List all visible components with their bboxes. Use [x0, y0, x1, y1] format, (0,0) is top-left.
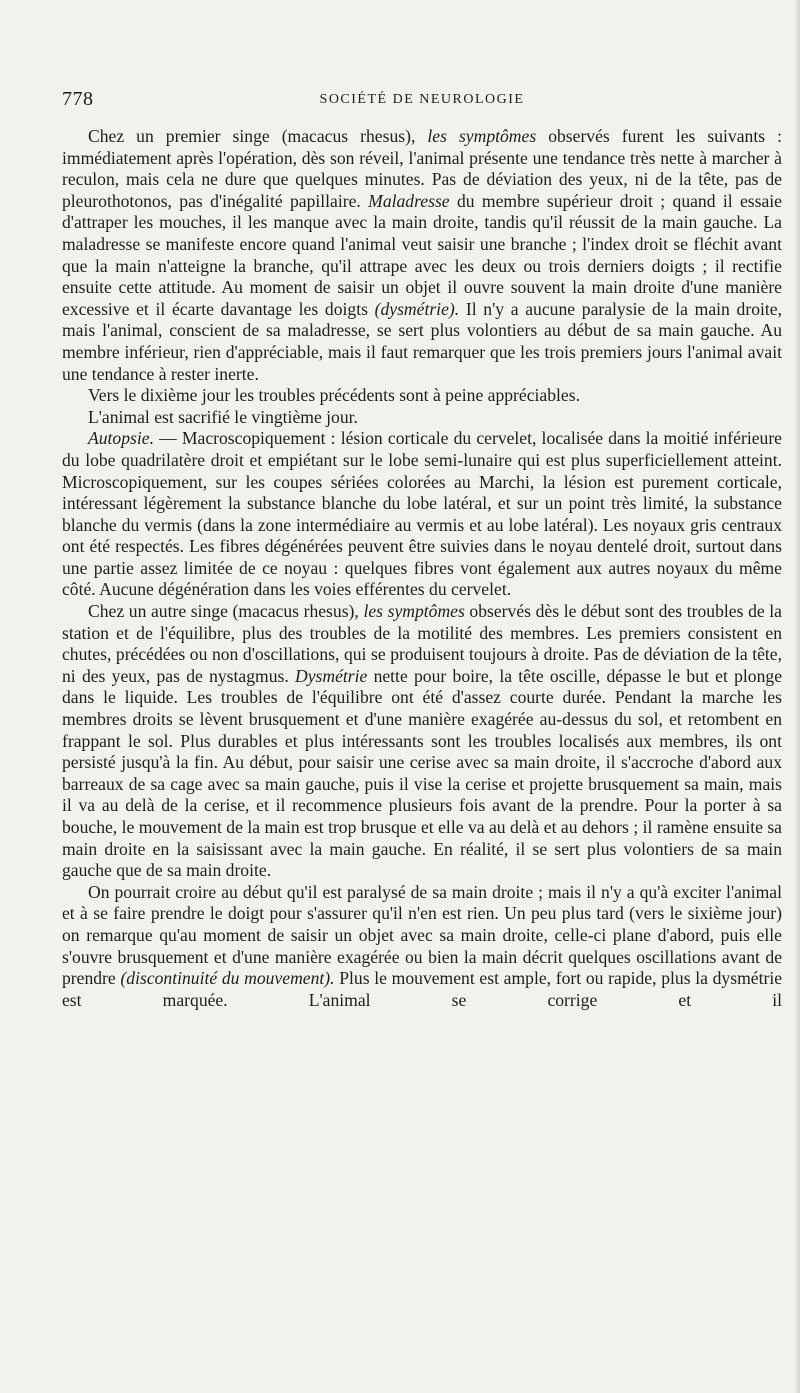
italic-term: (discontinuité du mouvement). — [120, 968, 335, 989]
paragraph-paralysis-question: On pourrait croire au début qu'il est paralysé de sa main droite ; mais il n'y a qu'à exciter l'animal et à se faire prendre le doigt pour s'assurer qu'il n'en est rien. Un peu plus tard (vers le sixième jour) on remarque qu'au moment de saisir un objet avec sa main droite, celle-ci plane d'abord, puis elle s'ouvre brusquement et d'une manière exagérée ou bien la main décrit quelques oscillations avant de prendre (discontinuité du mouvement). Plus le mouvement est ample, fort ou rapide, plus la dysmétrie est marquée. L'animal se corrige et il — [62, 881, 783, 1010]
journal-page — [62, 88, 782, 1011]
paragraph-second-monkey: Chez un autre singe (macacus rhesus), les symptômes observés dès le début sont des troubles de la station et de l'équilibre, plus des troubles de la motilité des membres. Les premiers consistent en chutes, précédées ou non d'oscillations, qui se produisent toujours à droite. Pas de déviation de la tête, ni des yeux, pas de nystagmus. Dysmétrie nette pour boire, la tête oscille, dépasse le but et plonge dans le liquide. Les troubles de l'équilibre ont été d'assez courte durée. Pendant la marche les membres droits se lèvent brusquement et d'une manière exagérée au-dessus du sol, et retombent en frappant le sol. Plus durables et plus intéressants sont les troubles localisés aux membres, ils ont persisté jusqu'à la fin. Au début, pour saisir une cerise avec sa main droite, il s'accroche d'abord aux barreaux de sa cage avec sa main gauche, puis il vise la cerise et projette brusquement sa main, mais il va au delà de la cerise, et il recommence plusieurs fois avant de la prendre. Pour la porter à sa bouche, le mouvement de la main est trop brusque et elle va au delà et au dehors ; il ramène ensuite sa main droite en la saisissant avec la main gauche. En réalité, il se sert plus volontiers de sa main gauche que de sa main droite. — [62, 601, 782, 881]
italic-term: Autopsie. — [88, 428, 154, 449]
running-head: SOCIÉTÉ DE NEUROLOGIE — [319, 92, 525, 107]
body-text — [62, 126, 782, 1011]
paragraph-tenth-day: Vers le dixième jour les troubles précédents sont à peine appréciables. — [88, 385, 580, 406]
italic-term: (dysmétrie). — [374, 298, 460, 319]
page-number: 778 — [62, 88, 94, 110]
italic-term: Dysmétrie — [295, 665, 368, 686]
italic-term: les symptômes — [363, 601, 465, 622]
scan-edge-shadow — [794, 0, 800, 1393]
italic-term: Maladresse — [368, 190, 450, 211]
page-header — [62, 88, 782, 116]
paragraph-first-monkey: Chez un premier singe (macacus rhesus), les symptômes observés furent les suivants : immédiatement après l'opération, dès son réveil, l'animal présente une tendance très nette à marcher à reculon, mais cela ne dure que quelques minutes. Pas de déviation des yeux, ni de la tête, pas de pleurothotonos, pas d'inégalité papillaire. Maladresse du membre supérieur droit ; quand il essaie d'attraper les mouches, il les manque avec la main droite, tandis qu'il réussit de la main gauche. La maladresse se manifeste encore quand l'animal veut saisir une branche ; l'index droit se fléchit avant que la main n'atteigne la branche, qu'il attrape avec les deux ou trois derniers doigts ; il rectifie ensuite cette attitude. Au moment de saisir un objet il ouvre souvent la main droite d'une manière excessive et il écarte davantage les doigts (dysmétrie). Il n'y a aucune paralysie de la main droite, mais l'animal, conscient de sa maladresse, se sert plus volontiers au début de sa main gauche. Au membre inférieur, rien d'appréciable, mais il faut remarquer que les trois premiers jours l'animal avait une tendance à rester inerte. — [62, 126, 782, 384]
italic-term: les symptômes — [427, 126, 537, 146]
paragraph-sacrifice: L'animal est sacrifié le vingtième jour. — [88, 406, 358, 427]
paragraph-autopsy: Autopsie. — Macroscopiquement : lésion corticale du cervelet, localisée dans la moitié inférieure du lobe quadrilatère droit et empiétant sur le lobe semi-lunaire qui est plus superficiellement atteint. Microscopiquement, sur les coupes sériées colorées au Marchi, la lésion est purement corticale, intéressant légèrement la substance blanche du lobe latéral, et sur un point très limité, la substance blanche du vermis (dans la zone intermédiaire au vermis et au lobe latéral). Les noyaux gris centraux ont été respectés. Les fibres dégénérées peuvent être suivies dans le noyau dentelé droit, surtout dans une partie assez limitée de ce noyau : quelques fibres vont également aux autres noyaux du même côté. Aucune dégénération dans les voies efférentes du cervelet. — [62, 428, 782, 600]
